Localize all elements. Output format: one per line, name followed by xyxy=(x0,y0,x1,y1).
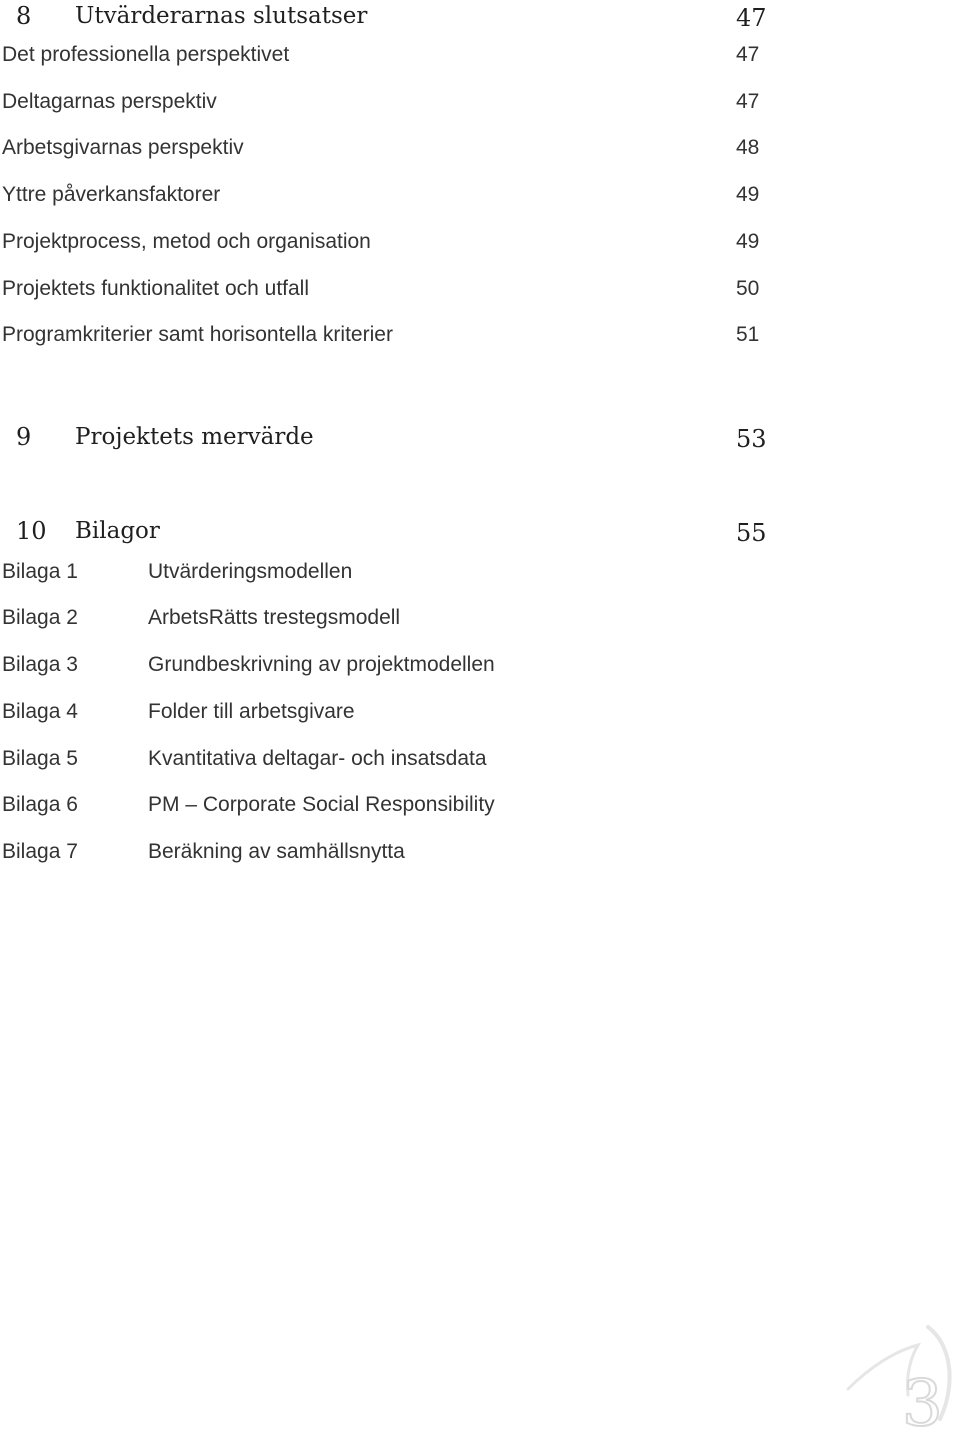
appendix-entry xyxy=(0,839,960,879)
toc-entry-title: Deltagarnas perspektiv xyxy=(2,90,217,113)
toc-entry-page: 47 xyxy=(736,43,760,66)
appendix-title: Kvantitativa deltagar- och insatsdata xyxy=(148,747,487,770)
toc-entry xyxy=(0,229,960,269)
section-number: 9 xyxy=(16,423,32,451)
toc-entry-page: 48 xyxy=(736,136,760,159)
section-title: Projektets mervärde xyxy=(75,424,314,450)
appendix-entry xyxy=(0,559,960,599)
toc-entry-page: 50 xyxy=(736,277,760,300)
appendix-label: Bilaga 7 xyxy=(2,840,78,863)
appendix-label: Bilaga 5 xyxy=(2,747,78,770)
appendix-entry xyxy=(0,605,960,645)
appendix-entry xyxy=(0,792,960,832)
appendix-title: Beräkning av samhällsnytta xyxy=(148,840,405,863)
toc-entry-title: Arbetsgivarnas perspektiv xyxy=(2,136,244,159)
toc-entry-title: Det professionella perspektivet xyxy=(2,43,290,66)
toc-section-heading xyxy=(0,423,960,463)
appendix-label: Bilaga 3 xyxy=(2,653,78,676)
toc-entry-title: Projektprocess, metod och organisation xyxy=(2,230,371,253)
appendix-title: Folder till arbetsgivare xyxy=(148,700,355,723)
appendix-label: Bilaga 1 xyxy=(2,560,78,583)
toc-entry xyxy=(0,182,960,222)
appendix-label: Bilaga 6 xyxy=(2,793,78,816)
section-page-number: 55 xyxy=(736,519,767,547)
section-title: Bilagor xyxy=(75,518,160,544)
appendix-entry xyxy=(0,652,960,692)
appendix-label: Bilaga 4 xyxy=(2,700,78,723)
appendix-entry xyxy=(0,699,960,739)
toc-entry-title: Programkriterier samt horisontella kriterier xyxy=(2,323,393,346)
page-number: 3 xyxy=(902,1367,943,1435)
toc-entry xyxy=(0,276,960,316)
toc-entry-page: 47 xyxy=(736,90,760,113)
section-number: 8 xyxy=(16,2,32,30)
toc-entry xyxy=(0,89,960,129)
toc-entry-page: 51 xyxy=(736,323,760,346)
toc-section-heading xyxy=(0,2,960,42)
toc-entry xyxy=(0,42,960,82)
toc-section-heading xyxy=(0,517,960,557)
toc-entry xyxy=(0,322,960,362)
appendix-title: Grundbeskrivning av projektmodellen xyxy=(148,653,495,676)
section-title: Utvärderarnas slutsatser xyxy=(75,3,368,29)
section-number: 10 xyxy=(16,517,47,545)
toc-entry-title: Yttre påverkansfaktorer xyxy=(2,183,221,206)
appendix-entry xyxy=(0,746,960,786)
appendix-label: Bilaga 2 xyxy=(2,606,78,629)
toc-entry xyxy=(0,135,960,175)
section-page-number: 53 xyxy=(736,425,767,453)
section-page-number: 47 xyxy=(736,4,767,32)
appendix-title: Utvärderingsmodellen xyxy=(148,560,353,583)
toc-entry-page: 49 xyxy=(736,183,760,206)
toc-entry-page: 49 xyxy=(736,230,760,253)
page-number-mark xyxy=(840,1315,960,1435)
toc-entry-title: Projektets funktionalitet och utfall xyxy=(2,277,310,300)
appendix-title: PM – Corporate Social Responsibility xyxy=(148,793,495,816)
appendix-title: ArbetsRätts trestegsmodell xyxy=(148,606,401,629)
